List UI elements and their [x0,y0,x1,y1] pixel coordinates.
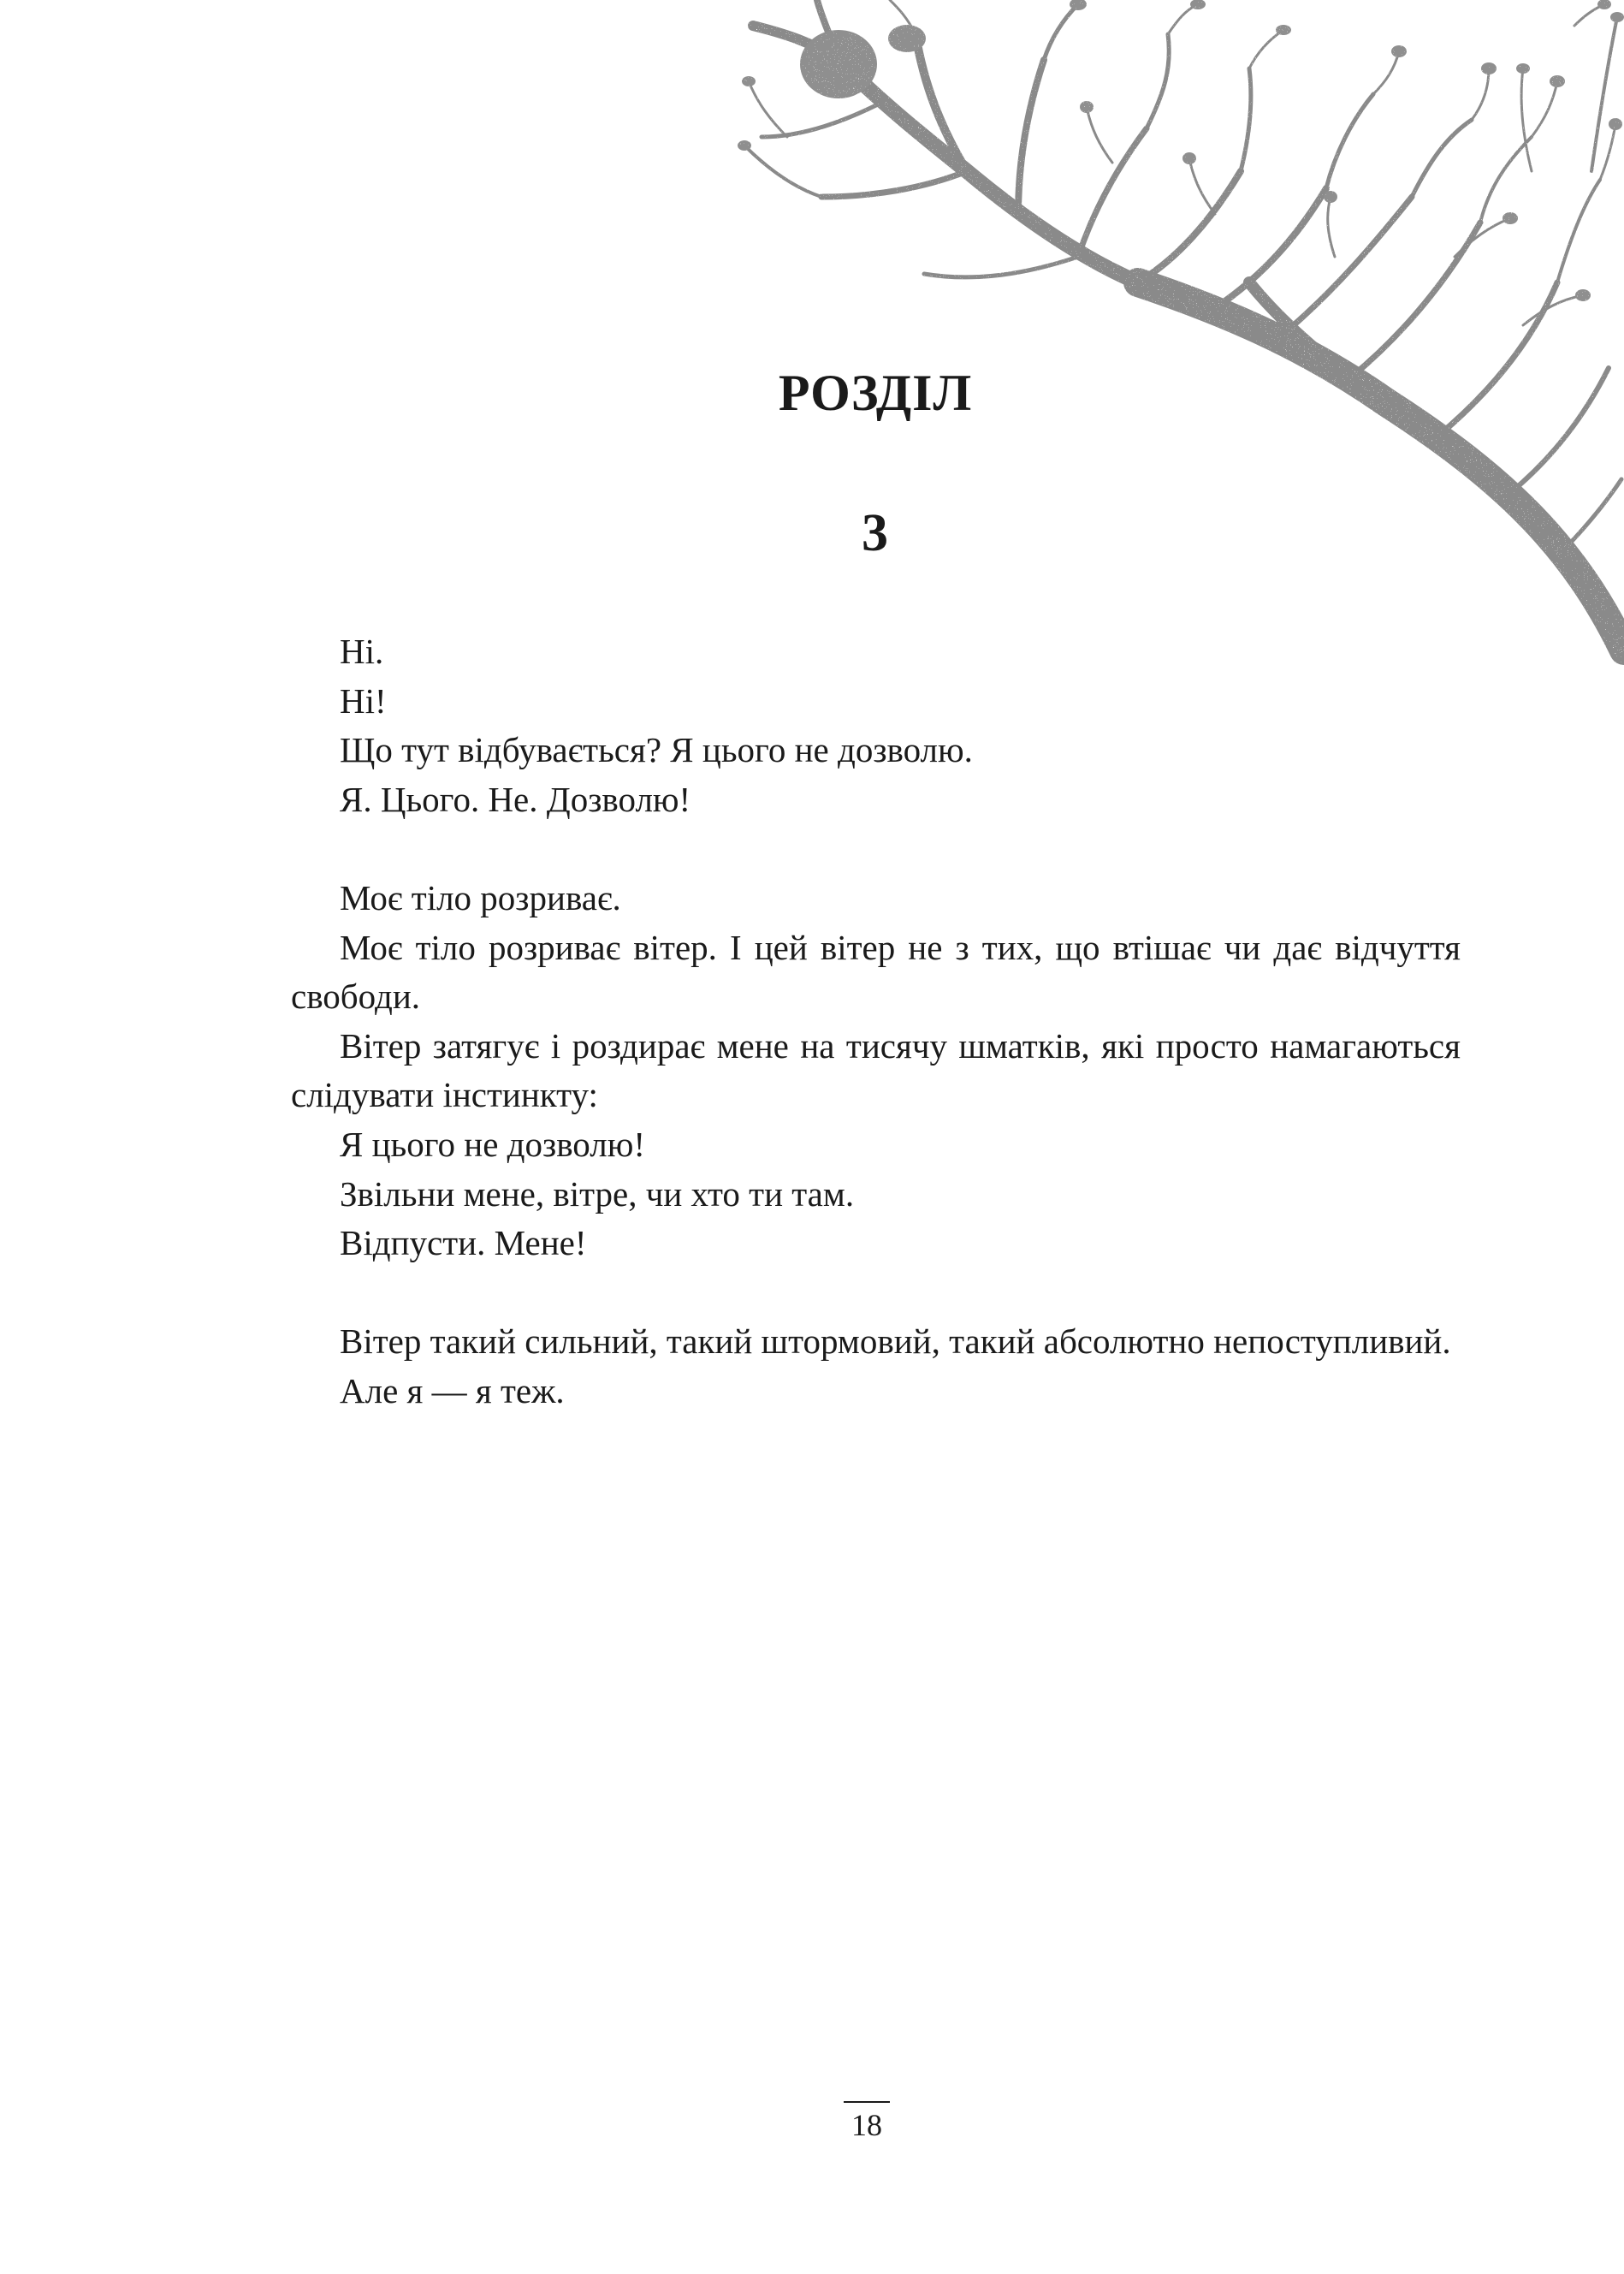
paragraph: Ні! [340,680,387,721]
chapter-body [291,627,1461,1416]
page-number: 18 [851,2108,882,2142]
paragraph: Вітер затягує і роздирає мене на тисячу шматків, які просто намагаються слідувати інстинкту: [291,1025,1461,1115]
page-number-rule [844,2101,890,2103]
paragraph: Але я — я теж. [340,1370,565,1410]
chapter-title: РОЗДІЛ [778,365,973,421]
paragraph: Що тут відбувається? Я цього не дозволю. [340,730,973,770]
paragraph: Я. Цього. Не. Дозволю! [340,779,691,819]
paragraph: Я цього не дозволю! [340,1124,646,1164]
paragraph-gap [291,824,1461,874]
paragraph: Ні. [340,632,384,671]
paragraph-gap [291,1268,1461,1318]
paragraph: Моє тіло розриває. [340,877,621,917]
paragraph: Відпусти. Мене! [340,1223,587,1263]
paragraph: Звільни мене, вітре, чи хто ти там. [340,1173,855,1214]
page-footer [844,2101,890,2142]
chapter-number: 3 [862,504,889,562]
tree-branch-illustration [736,0,1624,685]
paragraph: Вітер такий сильний, такий штормовий, такий абсолютно непоступливий. [340,1321,1451,1362]
paragraph: Моє тіло розриває вітер. І цей вітер не з тих, що втішає чи дає відчуття свободи. [291,927,1461,1017]
